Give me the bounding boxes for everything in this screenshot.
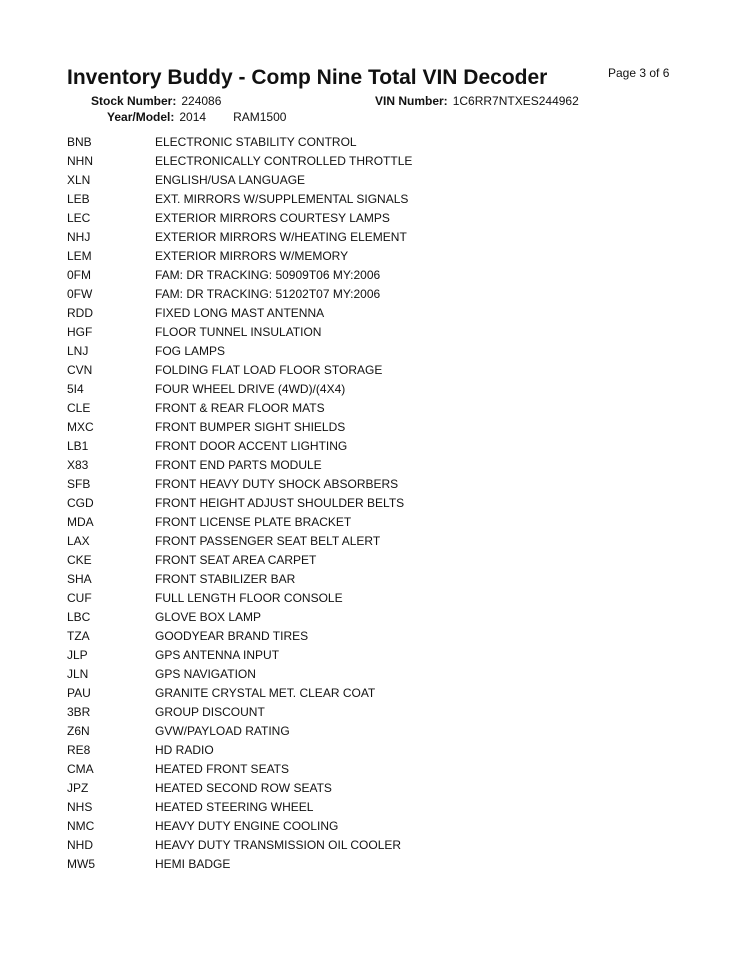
option-description: FIXED LONG MAST ANTENNA bbox=[155, 306, 325, 320]
option-description: HEATED SECOND ROW SEATS bbox=[155, 781, 332, 795]
option-row bbox=[67, 798, 667, 817]
option-code: CUF bbox=[67, 591, 92, 605]
option-code: MXC bbox=[67, 420, 94, 434]
option-description: FRONT DOOR ACCENT LIGHTING bbox=[155, 439, 348, 453]
option-row bbox=[67, 380, 667, 399]
option-description: HEATED STEERING WHEEL bbox=[155, 800, 314, 814]
option-row bbox=[67, 418, 667, 437]
option-code: CMA bbox=[67, 762, 94, 776]
option-row bbox=[67, 190, 667, 209]
option-code: NMC bbox=[67, 819, 95, 833]
vin-value: 1C6RR7NTXES244962 bbox=[452, 94, 579, 108]
option-description: FRONT & REAR FLOOR MATS bbox=[155, 401, 325, 415]
option-description: GVW/PAYLOAD RATING bbox=[155, 724, 290, 738]
stock-number-value: 224086 bbox=[181, 94, 222, 108]
option-code: NHJ bbox=[67, 230, 91, 244]
option-row bbox=[67, 665, 667, 684]
option-row bbox=[67, 266, 667, 285]
option-description: EXT. MIRRORS W/SUPPLEMENTAL SIGNALS bbox=[155, 192, 409, 206]
option-description: FRONT SEAT AREA CARPET bbox=[155, 553, 317, 567]
option-code: HGF bbox=[67, 325, 93, 339]
option-description: FOUR WHEEL DRIVE (4WD)/(4X4) bbox=[155, 382, 346, 396]
option-code: LB1 bbox=[67, 439, 89, 453]
option-description: GPS ANTENNA INPUT bbox=[155, 648, 280, 662]
option-row bbox=[67, 760, 667, 779]
option-row bbox=[67, 171, 667, 190]
option-code: 0FW bbox=[67, 287, 93, 301]
stock-number-field bbox=[91, 94, 221, 108]
option-code: LBC bbox=[67, 610, 91, 624]
option-code: PAU bbox=[67, 686, 91, 700]
option-code: CVN bbox=[67, 363, 93, 377]
option-row bbox=[67, 551, 667, 570]
option-code: 3BR bbox=[67, 705, 91, 719]
option-description: HD RADIO bbox=[155, 743, 214, 757]
option-row bbox=[67, 532, 667, 551]
vin-label: VIN Number: bbox=[375, 94, 448, 108]
option-code: LEB bbox=[67, 192, 90, 206]
option-code: MW5 bbox=[67, 857, 95, 871]
vin-field bbox=[375, 94, 579, 108]
option-code: MDA bbox=[67, 515, 94, 529]
option-row bbox=[67, 247, 667, 266]
option-code: LNJ bbox=[67, 344, 89, 358]
option-description: FRONT BUMPER SIGHT SHIELDS bbox=[155, 420, 346, 434]
option-row bbox=[67, 684, 667, 703]
option-row bbox=[67, 817, 667, 836]
option-description: ENGLISH/USA LANGUAGE bbox=[155, 173, 306, 187]
option-code: SHA bbox=[67, 572, 92, 586]
option-row bbox=[67, 304, 667, 323]
option-description: FULL LENGTH FLOOR CONSOLE bbox=[155, 591, 343, 605]
option-description: FRONT HEIGHT ADJUST SHOULDER BELTS bbox=[155, 496, 405, 510]
option-description: ELECTRONIC STABILITY CONTROL bbox=[155, 135, 357, 149]
option-description: GRANITE CRYSTAL MET. CLEAR COAT bbox=[155, 686, 376, 700]
option-code: NHS bbox=[67, 800, 93, 814]
option-row bbox=[67, 646, 667, 665]
option-description: EXTERIOR MIRRORS W/HEATING ELEMENT bbox=[155, 230, 407, 244]
option-code: LEM bbox=[67, 249, 92, 263]
model-value: RAM1500 bbox=[233, 110, 287, 124]
option-code: JLP bbox=[67, 648, 88, 662]
year-model-label: Year/Model: bbox=[107, 110, 175, 124]
option-row bbox=[67, 456, 667, 475]
option-description: EXTERIOR MIRRORS COURTESY LAMPS bbox=[155, 211, 390, 225]
option-description: HEATED FRONT SEATS bbox=[155, 762, 290, 776]
option-row bbox=[67, 836, 667, 855]
option-description: FRONT STABILIZER BAR bbox=[155, 572, 296, 586]
option-description: FAM: DR TRACKING: 50909T06 MY:2006 bbox=[155, 268, 381, 282]
option-row bbox=[67, 703, 667, 722]
option-code-list bbox=[67, 133, 667, 874]
option-code: Z6N bbox=[67, 724, 90, 738]
option-code: LAX bbox=[67, 534, 90, 548]
option-row bbox=[67, 152, 667, 171]
option-row bbox=[67, 570, 667, 589]
option-code: SFB bbox=[67, 477, 91, 491]
option-code: RE8 bbox=[67, 743, 91, 757]
stock-number-label: Stock Number: bbox=[91, 94, 177, 108]
option-code: JPZ bbox=[67, 781, 89, 795]
option-description: FRONT PASSENGER SEAT BELT ALERT bbox=[155, 534, 381, 548]
option-code: NHN bbox=[67, 154, 93, 168]
option-code: CLE bbox=[67, 401, 91, 415]
option-code: BNB bbox=[67, 135, 92, 149]
option-description: EXTERIOR MIRRORS W/MEMORY bbox=[155, 249, 349, 263]
option-row bbox=[67, 228, 667, 247]
option-description: HEMI BADGE bbox=[155, 857, 231, 871]
option-description: FRONT LICENSE PLATE BRACKET bbox=[155, 515, 352, 529]
option-row bbox=[67, 323, 667, 342]
option-description: ELECTRONICALLY CONTROLLED THROTTLE bbox=[155, 154, 413, 168]
option-row bbox=[67, 494, 667, 513]
option-description: FRONT END PARTS MODULE bbox=[155, 458, 322, 472]
option-row bbox=[67, 855, 667, 874]
option-code: X83 bbox=[67, 458, 89, 472]
option-description: GLOVE BOX LAMP bbox=[155, 610, 262, 624]
option-row bbox=[67, 513, 667, 532]
option-description: HEAVY DUTY ENGINE COOLING bbox=[155, 819, 339, 833]
option-description: GOODYEAR BRAND TIRES bbox=[155, 629, 309, 643]
option-row bbox=[67, 133, 667, 152]
option-code: NHD bbox=[67, 838, 93, 852]
option-row bbox=[67, 722, 667, 741]
option-code: CGD bbox=[67, 496, 94, 510]
option-code: RDD bbox=[67, 306, 93, 320]
option-row bbox=[67, 779, 667, 798]
option-description: FAM: DR TRACKING: 51202T07 MY:2006 bbox=[155, 287, 381, 301]
option-code: TZA bbox=[67, 629, 90, 643]
page-number: Page 3 of 6 bbox=[608, 66, 670, 80]
option-row bbox=[67, 475, 667, 494]
document-title: Inventory Buddy - Comp Nine Total VIN Decoder bbox=[67, 66, 548, 89]
option-row bbox=[67, 627, 667, 646]
option-description: FRONT HEAVY DUTY SHOCK ABSORBERS bbox=[155, 477, 399, 491]
option-description: HEAVY DUTY TRANSMISSION OIL COOLER bbox=[155, 838, 402, 852]
option-row bbox=[67, 399, 667, 418]
option-code: LEC bbox=[67, 211, 91, 225]
option-code: JLN bbox=[67, 667, 89, 681]
year-value: 2014 bbox=[179, 110, 207, 124]
option-code: 5I4 bbox=[67, 382, 84, 396]
option-row bbox=[67, 209, 667, 228]
option-row bbox=[67, 589, 667, 608]
option-description: GPS NAVIGATION bbox=[155, 667, 256, 681]
option-row bbox=[67, 608, 667, 627]
option-row bbox=[67, 437, 667, 456]
year-model-field bbox=[107, 110, 286, 124]
option-description: FOG LAMPS bbox=[155, 344, 226, 358]
option-row bbox=[67, 741, 667, 760]
option-code: 0FM bbox=[67, 268, 91, 282]
option-code: CKE bbox=[67, 553, 92, 567]
option-row bbox=[67, 361, 667, 380]
option-row bbox=[67, 285, 667, 304]
option-code: XLN bbox=[67, 173, 91, 187]
option-description: GROUP DISCOUNT bbox=[155, 705, 265, 719]
option-description: FLOOR TUNNEL INSULATION bbox=[155, 325, 322, 339]
option-row bbox=[67, 342, 667, 361]
option-description: FOLDING FLAT LOAD FLOOR STORAGE bbox=[155, 363, 383, 377]
